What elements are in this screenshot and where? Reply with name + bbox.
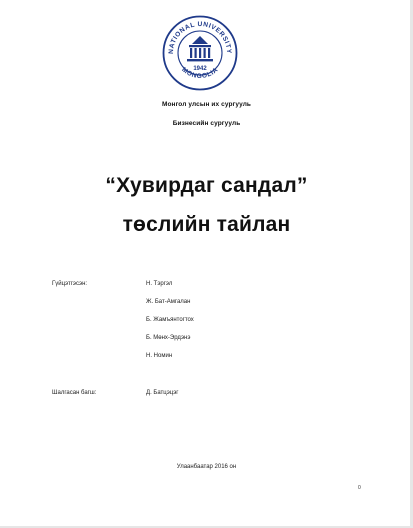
checker-name: Д. Батцэцэг — [146, 390, 179, 396]
report-title-line-1: “Хувирдаг сандал” — [105, 174, 308, 197]
university-seal-logo — [162, 15, 238, 91]
performer-name: Н. Тэргэл — [146, 281, 173, 287]
page-number: 0 — [358, 485, 361, 491]
performer-name: Н. Номин — [146, 353, 173, 359]
school-name: Бизнесийн сургууль — [172, 120, 241, 127]
svg-text:1942: 1942 — [193, 66, 207, 72]
performer-name: Б. Жамъянтогтох — [146, 317, 194, 323]
svg-text:NATIONAL UNIVERSITY: NATIONAL UNIVERSITY — [167, 20, 233, 55]
report-title-line-2: төслийн тайлан — [122, 213, 291, 236]
performers-label: Гүйцэтгэсэн: — [52, 281, 88, 287]
svg-text:MONGOLIA: MONGOLIA — [180, 66, 220, 81]
checker-label: Шалгасан багш: — [52, 390, 97, 396]
university-name: Монгол улсын их сургууль — [161, 101, 252, 108]
performer-name: Ж. Бат-Амгалан — [146, 299, 191, 305]
performer-name: Б. Мөнх-Эрдэнэ — [146, 335, 191, 341]
place-and-date: Улаанбаатар 2016 он — [176, 464, 237, 470]
